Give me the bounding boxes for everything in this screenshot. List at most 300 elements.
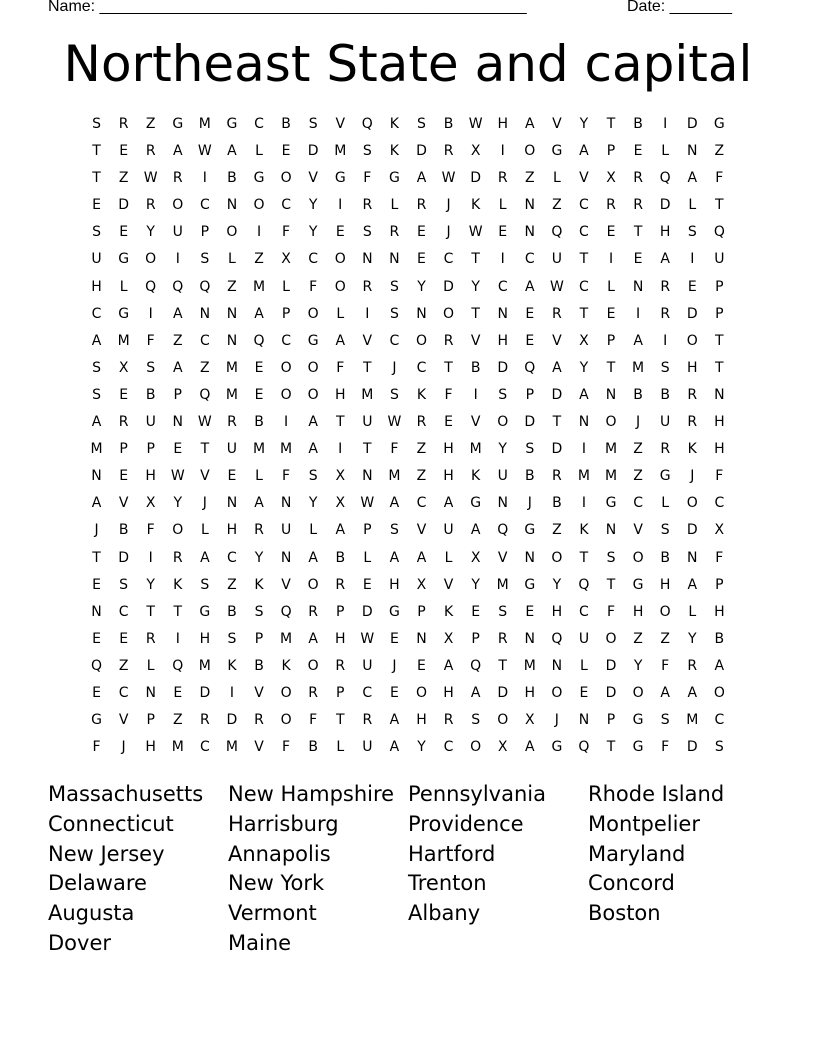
grid-letter: P <box>119 441 128 458</box>
grid-letter: T <box>92 549 101 566</box>
grid-letter: B <box>335 549 346 566</box>
grid-letter: T <box>606 576 616 593</box>
grid-letter: G <box>307 332 319 349</box>
grid-letter: W <box>360 495 375 512</box>
grid-letter: V <box>118 712 129 729</box>
grid-letter: C <box>199 739 210 756</box>
grid-letter: C <box>579 197 589 214</box>
grid-letter: M <box>361 386 374 403</box>
word-list-item: Montpelier <box>588 811 700 836</box>
grid-letter: V <box>335 116 346 132</box>
grid-letter: A <box>172 359 183 376</box>
grid-letter: A <box>254 495 264 512</box>
grid-letter: C <box>579 278 589 295</box>
grid-letter: E <box>389 630 399 647</box>
grid-letter: U <box>660 414 671 431</box>
grid-letter: P <box>606 143 616 160</box>
grid-letter: V <box>281 576 291 593</box>
grid-letter: A <box>308 549 318 566</box>
grid-letter: K <box>254 576 264 593</box>
grid-letter: A <box>660 684 670 701</box>
grid-letter: T <box>335 414 345 431</box>
grid-letter: E <box>417 657 426 674</box>
grid-letter: S <box>227 630 237 647</box>
grid-letter: J <box>527 495 532 512</box>
grid-letter: L <box>688 603 697 620</box>
grid-letter: T <box>498 657 507 674</box>
grid-letter: D <box>605 684 617 701</box>
grid-letter: A <box>443 657 454 674</box>
grid-letter: H <box>199 630 211 647</box>
grid-letter: D <box>551 386 563 403</box>
grid-letter: Y <box>308 224 318 241</box>
grid-letter: R <box>362 197 373 214</box>
grid-letter: E <box>389 684 399 701</box>
grid-letter: N <box>687 549 698 566</box>
grid-letter: F <box>282 739 291 756</box>
grid-letter: E <box>606 305 616 322</box>
name-field-label: Name: ________________________________________________ <box>48 0 527 15</box>
grid-letter: R <box>172 170 183 187</box>
word-list-item <box>588 929 768 959</box>
word-list-item: Rhode Island <box>588 782 725 806</box>
grid-letter: C <box>443 251 454 268</box>
grid-letter: N <box>524 630 536 647</box>
grid-letter: E <box>92 576 101 593</box>
grid-letter: M <box>334 143 347 160</box>
grid-letter: G <box>524 576 536 593</box>
grid-letter: D <box>551 441 563 458</box>
grid-letter: Z <box>254 251 264 268</box>
grid-letter: K <box>389 116 399 132</box>
grid-letter: Q <box>578 739 590 756</box>
grid-letter: C <box>633 495 643 512</box>
grid-letter: N <box>497 495 508 512</box>
grid-letter: Z <box>714 143 725 160</box>
grid-letter: Y <box>471 278 480 295</box>
grid-letter: S <box>362 143 372 160</box>
grid-letter: D <box>470 170 482 187</box>
grid-letter: S <box>146 359 156 376</box>
grid-letter: R <box>633 170 643 187</box>
grid-letter: H <box>226 522 238 539</box>
grid-letter: O <box>334 251 346 268</box>
grid-letter: U <box>280 522 292 539</box>
grid-letter: S <box>660 522 670 539</box>
grid-letter: K <box>389 143 399 160</box>
grid-letter: J <box>690 468 695 485</box>
grid-letter: G <box>388 170 400 187</box>
grid-letter: Q <box>551 224 563 241</box>
grid-letter: J <box>202 495 207 512</box>
grid-letter: T <box>92 143 101 160</box>
grid-letter: P <box>715 278 724 295</box>
grid-letter: I <box>581 441 587 458</box>
grid-letter: Q <box>578 576 590 593</box>
grid-letter: D <box>659 197 671 214</box>
grid-letter: B <box>633 116 643 132</box>
grid-row <box>83 169 733 196</box>
grid-letter: X <box>443 630 454 647</box>
grid-letter: F <box>715 170 724 187</box>
grid-letter: R <box>145 143 156 160</box>
word-list-item: Augusta <box>48 901 135 926</box>
grid-letter: Q <box>470 657 482 674</box>
grid-letter: M <box>225 359 238 376</box>
grid-letter: T <box>606 739 616 756</box>
grid-letter: O <box>632 684 644 701</box>
grid-letter: N <box>226 305 238 322</box>
grid-letter: Z <box>118 657 129 674</box>
grid-row <box>83 386 733 413</box>
grid-letter: R <box>660 305 671 322</box>
grid-letter: S <box>92 359 101 376</box>
grid-letter: J <box>636 414 641 431</box>
grid-letter: R <box>497 630 508 647</box>
grid-letter: E <box>173 684 183 701</box>
grid-letter: E <box>92 197 101 214</box>
grid-letter: R <box>443 332 454 349</box>
grid-letter: V <box>118 495 129 512</box>
grid-letter: N <box>605 522 617 539</box>
grid-letter: M <box>496 576 509 593</box>
grid-letter: C <box>118 684 129 701</box>
grid-letter: M <box>469 441 482 458</box>
grid-letter: A <box>416 170 427 187</box>
grid-letter: M <box>117 332 130 349</box>
grid-letter: C <box>579 603 589 620</box>
grid-letter: C <box>254 116 264 132</box>
grid-letter: G <box>199 603 211 620</box>
grid-letter: B <box>227 603 237 620</box>
grid-letter: Z <box>524 170 535 187</box>
grid-letter: D <box>686 739 698 756</box>
grid-row <box>83 657 733 684</box>
grid-letter: L <box>552 170 561 187</box>
grid-letter: S <box>254 603 264 620</box>
grid-letter: A <box>687 684 698 701</box>
grid-letter: E <box>444 414 453 431</box>
grid-letter: O <box>470 739 482 756</box>
grid-letter: P <box>471 630 480 647</box>
grid-letter: R <box>416 414 427 431</box>
grid-letter: O <box>334 278 346 295</box>
grid-letter: B <box>281 116 291 132</box>
grid-letter: L <box>336 739 345 756</box>
grid-letter: U <box>145 414 156 431</box>
grid-letter: N <box>91 468 102 485</box>
grid-letter: M <box>252 278 266 295</box>
grid-letter: O <box>632 549 644 566</box>
grid-letter: T <box>444 359 453 376</box>
grid-letter: X <box>470 549 481 566</box>
grid-letter: V <box>497 549 508 566</box>
grid-letter: K <box>227 657 237 674</box>
grid-letter: G <box>632 739 644 756</box>
grid-letter: A <box>91 414 102 431</box>
grid-letter: R <box>172 549 183 566</box>
grid-row <box>83 711 733 738</box>
grid-letter: T <box>335 712 345 729</box>
word-list-item: Pennsylvania <box>408 782 546 806</box>
grid-letter: Q <box>172 278 184 295</box>
grid-letter: O <box>172 522 184 539</box>
grid-letter: B <box>118 522 129 539</box>
grid-letter: R <box>227 414 237 431</box>
grid-letter: D <box>307 143 319 160</box>
grid-letter: A <box>525 116 535 132</box>
grid-letter: N <box>91 603 102 620</box>
grid-row <box>83 603 733 630</box>
grid-letter: O <box>307 359 319 376</box>
grid-letter: T <box>173 603 183 620</box>
grid-letter: V <box>308 170 318 187</box>
grid-letter: Z <box>416 468 427 485</box>
grid-letter: Q <box>659 170 671 187</box>
grid-letter: E <box>525 305 535 322</box>
grid-letter: A <box>308 414 318 431</box>
grid-letter: N <box>226 332 238 349</box>
grid-letter: D <box>199 684 211 701</box>
grid-letter: E <box>633 251 643 268</box>
grid-letter: J <box>554 712 559 729</box>
grid-letter: O <box>280 684 292 701</box>
grid-letter: C <box>199 197 210 214</box>
grid-letter: D <box>361 603 373 620</box>
grid-letter: Z <box>660 630 670 647</box>
grid-letter: X <box>335 495 346 512</box>
grid-letter: L <box>661 495 670 512</box>
grid-letter: I <box>148 305 153 322</box>
grid-letter: D <box>118 197 129 214</box>
grid-letter: F <box>146 522 155 539</box>
grid-row <box>83 576 733 603</box>
grid-letter: B <box>254 657 264 674</box>
grid-letter: A <box>714 657 725 674</box>
grid-letter: T <box>715 197 724 214</box>
grid-row <box>83 115 733 142</box>
grid-letter: X <box>281 251 291 268</box>
grid-letter: W <box>468 116 483 132</box>
grid-letter: D <box>686 305 698 322</box>
grid-letter: E <box>173 441 183 458</box>
grid-letter: E <box>525 603 535 620</box>
grid-letter: T <box>715 359 724 376</box>
grid-letter: M <box>280 441 293 458</box>
grid-letter: O <box>307 576 319 593</box>
grid-letter: F <box>336 359 345 376</box>
grid-letter: B <box>714 630 725 647</box>
grid-letter: J <box>446 224 451 241</box>
grid-letter: N <box>416 305 427 322</box>
grid-letter: S <box>389 522 399 539</box>
grid-row <box>83 359 733 386</box>
grid-letter: H <box>524 684 536 701</box>
grid-letter: C <box>118 603 129 620</box>
grid-letter: L <box>661 143 670 160</box>
grid-letter: R <box>145 630 156 647</box>
grid-letter: K <box>281 657 291 674</box>
grid-letter: S <box>362 224 372 241</box>
grid-letter: M <box>198 116 211 132</box>
grid-letter: Z <box>145 116 156 132</box>
grid-letter: A <box>389 712 400 729</box>
grid-letter: C <box>579 224 589 241</box>
grid-letter: O <box>551 684 563 701</box>
word-list-item: Annapolis <box>228 841 331 866</box>
grid-letter: A <box>416 549 427 566</box>
grid-letter: A <box>254 305 264 322</box>
grid-letter: N <box>578 712 590 729</box>
grid-letter: U <box>714 251 725 268</box>
grid-letter: L <box>282 278 290 295</box>
grid-letter: I <box>202 170 207 187</box>
grid-letter: A <box>389 549 400 566</box>
grid-letter: I <box>256 224 262 241</box>
grid-letter: Q <box>253 332 265 349</box>
grid-letter: M <box>523 657 536 674</box>
grid-letter: K <box>471 197 481 214</box>
grid-letter: Z <box>552 522 562 539</box>
grid-letter: O <box>280 386 292 403</box>
grid-letter: B <box>660 386 670 403</box>
grid-letter: A <box>470 684 481 701</box>
grid-letter: C <box>497 278 508 295</box>
word-list-item: Maine <box>228 930 292 955</box>
grid-letter: P <box>336 684 345 701</box>
grid-letter: L <box>200 522 209 539</box>
grid-letter: T <box>579 251 589 268</box>
grid-letter: D <box>443 278 454 295</box>
grid-letter: U <box>91 251 102 268</box>
grid-letter: E <box>606 224 616 241</box>
grid-letter: X <box>524 712 535 729</box>
grid-letter: O <box>497 712 509 729</box>
grid-letter: L <box>255 143 263 160</box>
grid-letter: U <box>362 739 373 756</box>
grid-letter: Z <box>633 468 643 485</box>
grid-letter: O <box>280 170 292 187</box>
grid-letter: A <box>660 251 670 268</box>
grid-letter: H <box>443 441 454 458</box>
grid-letter: N <box>416 630 427 647</box>
grid-letter: I <box>636 305 641 322</box>
grid-row <box>83 467 733 494</box>
grid-letter: R <box>687 657 698 674</box>
grid-letter: D <box>497 684 509 701</box>
grid-letter: F <box>92 739 101 756</box>
grid-letter: B <box>443 116 454 132</box>
date-field-label: Date: _______ <box>627 0 732 15</box>
grid-letter: A <box>579 143 589 160</box>
grid-letter: T <box>552 414 562 431</box>
grid-letter: H <box>714 441 725 458</box>
grid-letter: A <box>172 305 183 322</box>
grid-letter: J <box>392 657 397 674</box>
grid-letter: I <box>284 414 289 431</box>
grid-letter: D <box>416 143 427 160</box>
grid-letter: Y <box>687 630 697 647</box>
grid-letter: V <box>552 332 562 349</box>
grid-letter: H <box>686 359 698 376</box>
grid-row <box>83 250 733 277</box>
grid-letter: H <box>145 468 156 485</box>
grid-letter: E <box>335 224 345 241</box>
grid-letter: A <box>579 386 589 403</box>
grid-letter: E <box>362 576 372 593</box>
grid-letter: I <box>500 251 505 268</box>
grid-letter: T <box>579 549 589 566</box>
grid-letter: P <box>200 224 210 241</box>
grid-letter: D <box>226 712 238 729</box>
grid-letter: R <box>687 414 698 431</box>
grid-letter: R <box>335 576 346 593</box>
grid-letter: V <box>254 739 264 756</box>
grid-letter: I <box>338 197 343 214</box>
grid-letter: K <box>471 468 481 485</box>
grid-letter: R <box>552 468 562 485</box>
grid-letter: R <box>606 197 616 214</box>
grid-letter: I <box>175 630 180 647</box>
grid-letter: M <box>225 386 238 403</box>
grid-letter: A <box>470 522 481 539</box>
grid-letter: R <box>443 143 454 160</box>
grid-letter: R <box>362 278 373 295</box>
grid-letter: G <box>605 495 617 512</box>
grid-letter: T <box>363 359 372 376</box>
grid-letter: O <box>307 386 319 403</box>
word-list-item: Hartford <box>408 841 496 866</box>
grid-letter: I <box>500 143 505 160</box>
grid-letter: N <box>578 414 590 431</box>
grid-letter: O <box>172 197 184 214</box>
grid-letter: O <box>280 712 292 729</box>
word-list-item: Vermont <box>228 901 317 926</box>
grid-letter: A <box>443 495 454 512</box>
grid-letter: B <box>254 414 264 431</box>
grid-letter: L <box>607 278 615 295</box>
grid-letter: I <box>663 116 668 132</box>
grid-letter: R <box>308 684 319 701</box>
grid-letter: L <box>580 657 588 674</box>
grid-letter: I <box>608 251 614 268</box>
grid-letter: F <box>661 657 670 674</box>
grid-letter: A <box>335 332 346 349</box>
grid-letter: I <box>365 305 370 322</box>
grid-letter: L <box>498 197 507 214</box>
grid-letter: E <box>633 143 643 160</box>
grid-letter: Y <box>308 495 318 512</box>
grid-letter: Q <box>713 224 725 241</box>
grid-letter: I <box>338 441 343 458</box>
grid-letter: F <box>390 441 399 458</box>
grid-letter: J <box>121 739 126 756</box>
grid-letter: W <box>387 414 402 431</box>
grid-row <box>83 332 733 359</box>
grid-letter: A <box>335 522 346 539</box>
word-list-item: Providence <box>408 811 524 836</box>
grid-letter: S <box>471 712 481 729</box>
grid-letter: Q <box>145 278 157 295</box>
grid-letter: K <box>579 522 589 539</box>
grid-letter: F <box>309 278 318 295</box>
grid-letter: T <box>633 224 643 241</box>
grid-letter: A <box>200 549 210 566</box>
grid-letter: K <box>173 576 183 593</box>
grid-letter: E <box>119 386 129 403</box>
grid-letter: S <box>200 251 210 268</box>
grid-letter: Y <box>308 197 318 214</box>
